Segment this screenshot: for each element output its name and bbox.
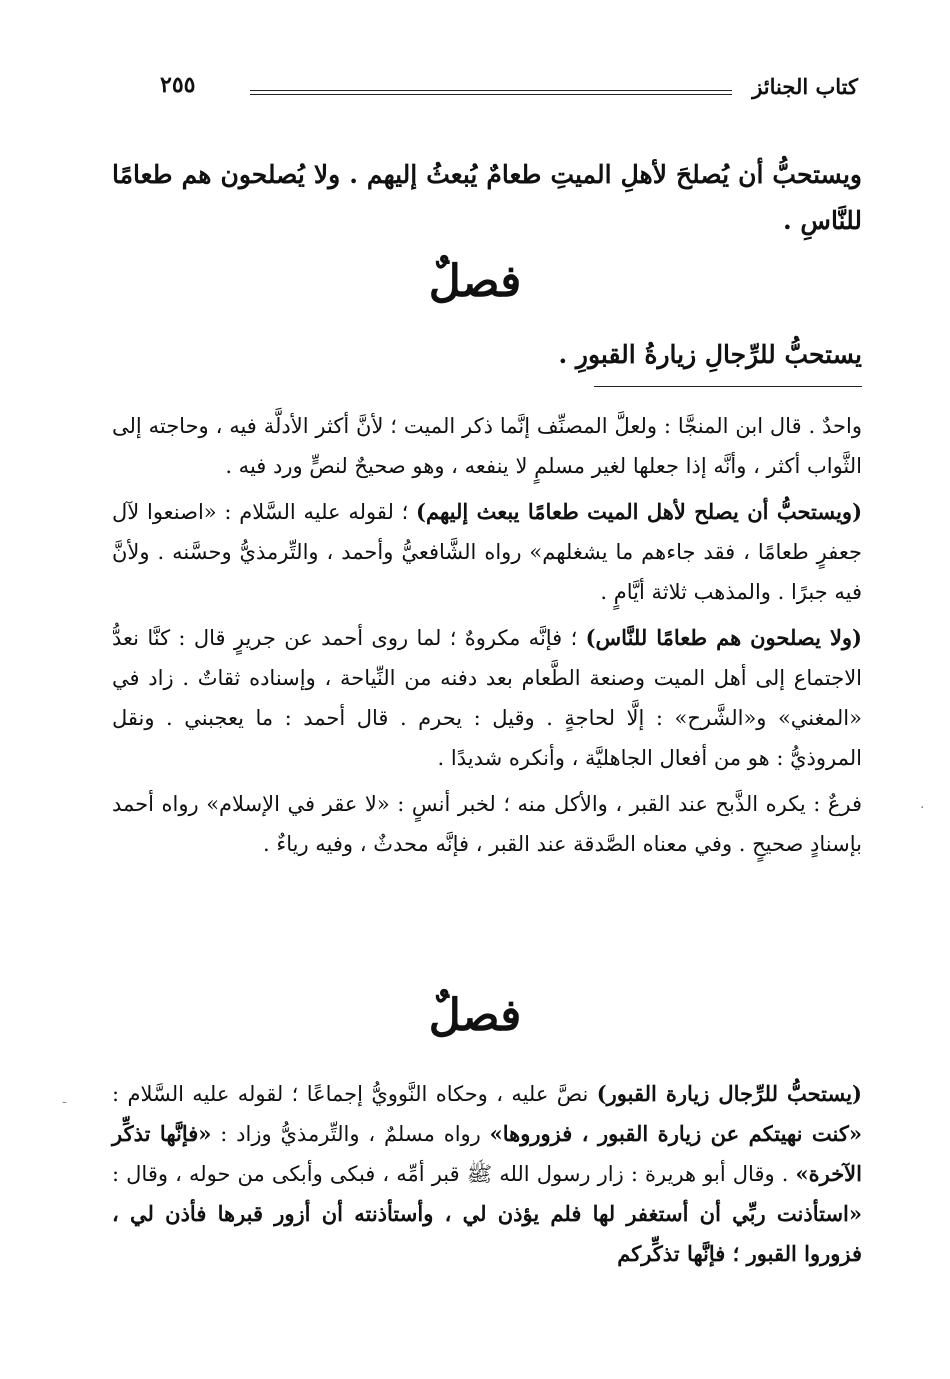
commentary-paragraph	[112, 1074, 862, 1274]
commentary-paragraph	[112, 618, 862, 778]
page-number: ٢٥٥	[160, 72, 196, 98]
commentary-text: نصَّ عليه ، وحكاه النَّوويُّ إجماعًا ؛ لقوله عليه السَّلام :	[112, 1082, 597, 1106]
matn-block-1	[112, 152, 862, 244]
commentary-text: ؛ فإنَّه مكروهٌ ؛ لما روى أحمد عن جريرٍ قال : كنَّا نعدُّ الاجتماع إلى أهل الميت وصنعة الطَّعام بعد دفنه من النِّياحة ، وإسناده ثقاتٌ . زاد في «المغني» و«الشَّرح» : إلَّا لحاجةٍ . وقيل : يحرم . قال أحمد : ما يعجبني . ونقل المروذيُّ : هو من أفعال الجاهليَّة ، وأنكره شديدًا .	[112, 626, 862, 770]
scan-speck: -	[62, 1094, 67, 1110]
matn-text: ويستحبُّ أن يُصلحَ لأهلِ الميتِ طعامٌ يُبعثُ إليهم . ولا يُصلحون هم طعامًا للنَّاسِ .	[112, 160, 862, 235]
commentary-text: ؛ لقوله عليه السَّلام : «اصنعوا لآل جعفرٍ طعامًا ، فقد جاءهم ما يشغلهم» رواه الشَّافعيُّ وأحمد ، والتِّرمذيُّ وحسَّنه . ولأنَّ فيه جبرًا . والمذهب ثلاثة أيَّامٍ .	[112, 500, 862, 604]
section-heading: فصلٌ	[428, 990, 522, 1041]
hadith-quote: «استأذنت ربِّي أن أستغفر لها فلم يؤذن لي ، وأستأذنته أن أزور قبرها فأذن لي ، فزوروا القبور ؛ فإنَّها تذكِّركم	[112, 1201, 862, 1266]
commentary-block-2	[112, 1074, 862, 1274]
running-title: كتاب الجنائز	[752, 74, 858, 99]
page-header	[160, 70, 858, 110]
commentary-paragraph	[112, 406, 862, 486]
section-heading: فصلٌ	[428, 256, 522, 307]
commentary-text: . وقال أبو هريرة : زار رسول الله ﷺ قبر أمِّه ، فبكى وأبكى من حوله ، وقال :	[112, 1162, 796, 1186]
quoted-matn: (ويستحبُّ أن يصلح لأهل الميت طعامًا يبعث إليهم)	[416, 499, 863, 524]
quoted-matn: (ولا يصلحون هم طعامًا للنَّاس)	[585, 625, 862, 650]
header-rule	[250, 90, 732, 95]
commentary-separator	[594, 386, 862, 387]
commentary-block	[112, 406, 862, 864]
matn-block-2	[112, 332, 862, 378]
commentary-text: واحدٌ . قال ابن المنجَّا : ولعلَّ المصنِّف إنَّما ذكر الميت ؛ لأنَّ أكثر الأدلَّة فيه ، وحاجته إلى الثَّواب أكثر ، وأنَّه إذا جعلها لغير مسلمٍ لا ينفعه ، وهو صحيحٌ لنصٍّ ورد فيه .	[112, 414, 862, 478]
hadith-quote: «فإنَّها تذكِّر الآخرة»	[112, 1121, 862, 1186]
commentary-text: رواه مسلمٌ ، والتِّرمذيُّ وزاد :	[211, 1122, 490, 1146]
commentary-text: فرعٌ : يكره الذَّبح عند القبر ، والأكل منه ؛ لخبر أنسٍ : «لا عقر في الإسلام» رواه أحمد بإسنادٍ صحيحٍ . وفي معناه الصَّدقة عند القبر ، فإنَّه محدثٌ ، وفيه رياءٌ .	[112, 792, 862, 856]
quoted-matn: (يستحبُّ للرِّجال زيارة القبور)	[596, 1081, 862, 1106]
commentary-paragraph	[112, 492, 862, 612]
hadith-quote: «كنت نهيتكم عن زيارة القبور ، فزوروها»	[489, 1121, 863, 1146]
scan-speck: ·	[920, 800, 925, 816]
matn-text: يستحبُّ للرِّجالِ زيارةُ القبورِ .	[558, 340, 862, 369]
commentary-paragraph	[112, 784, 862, 864]
